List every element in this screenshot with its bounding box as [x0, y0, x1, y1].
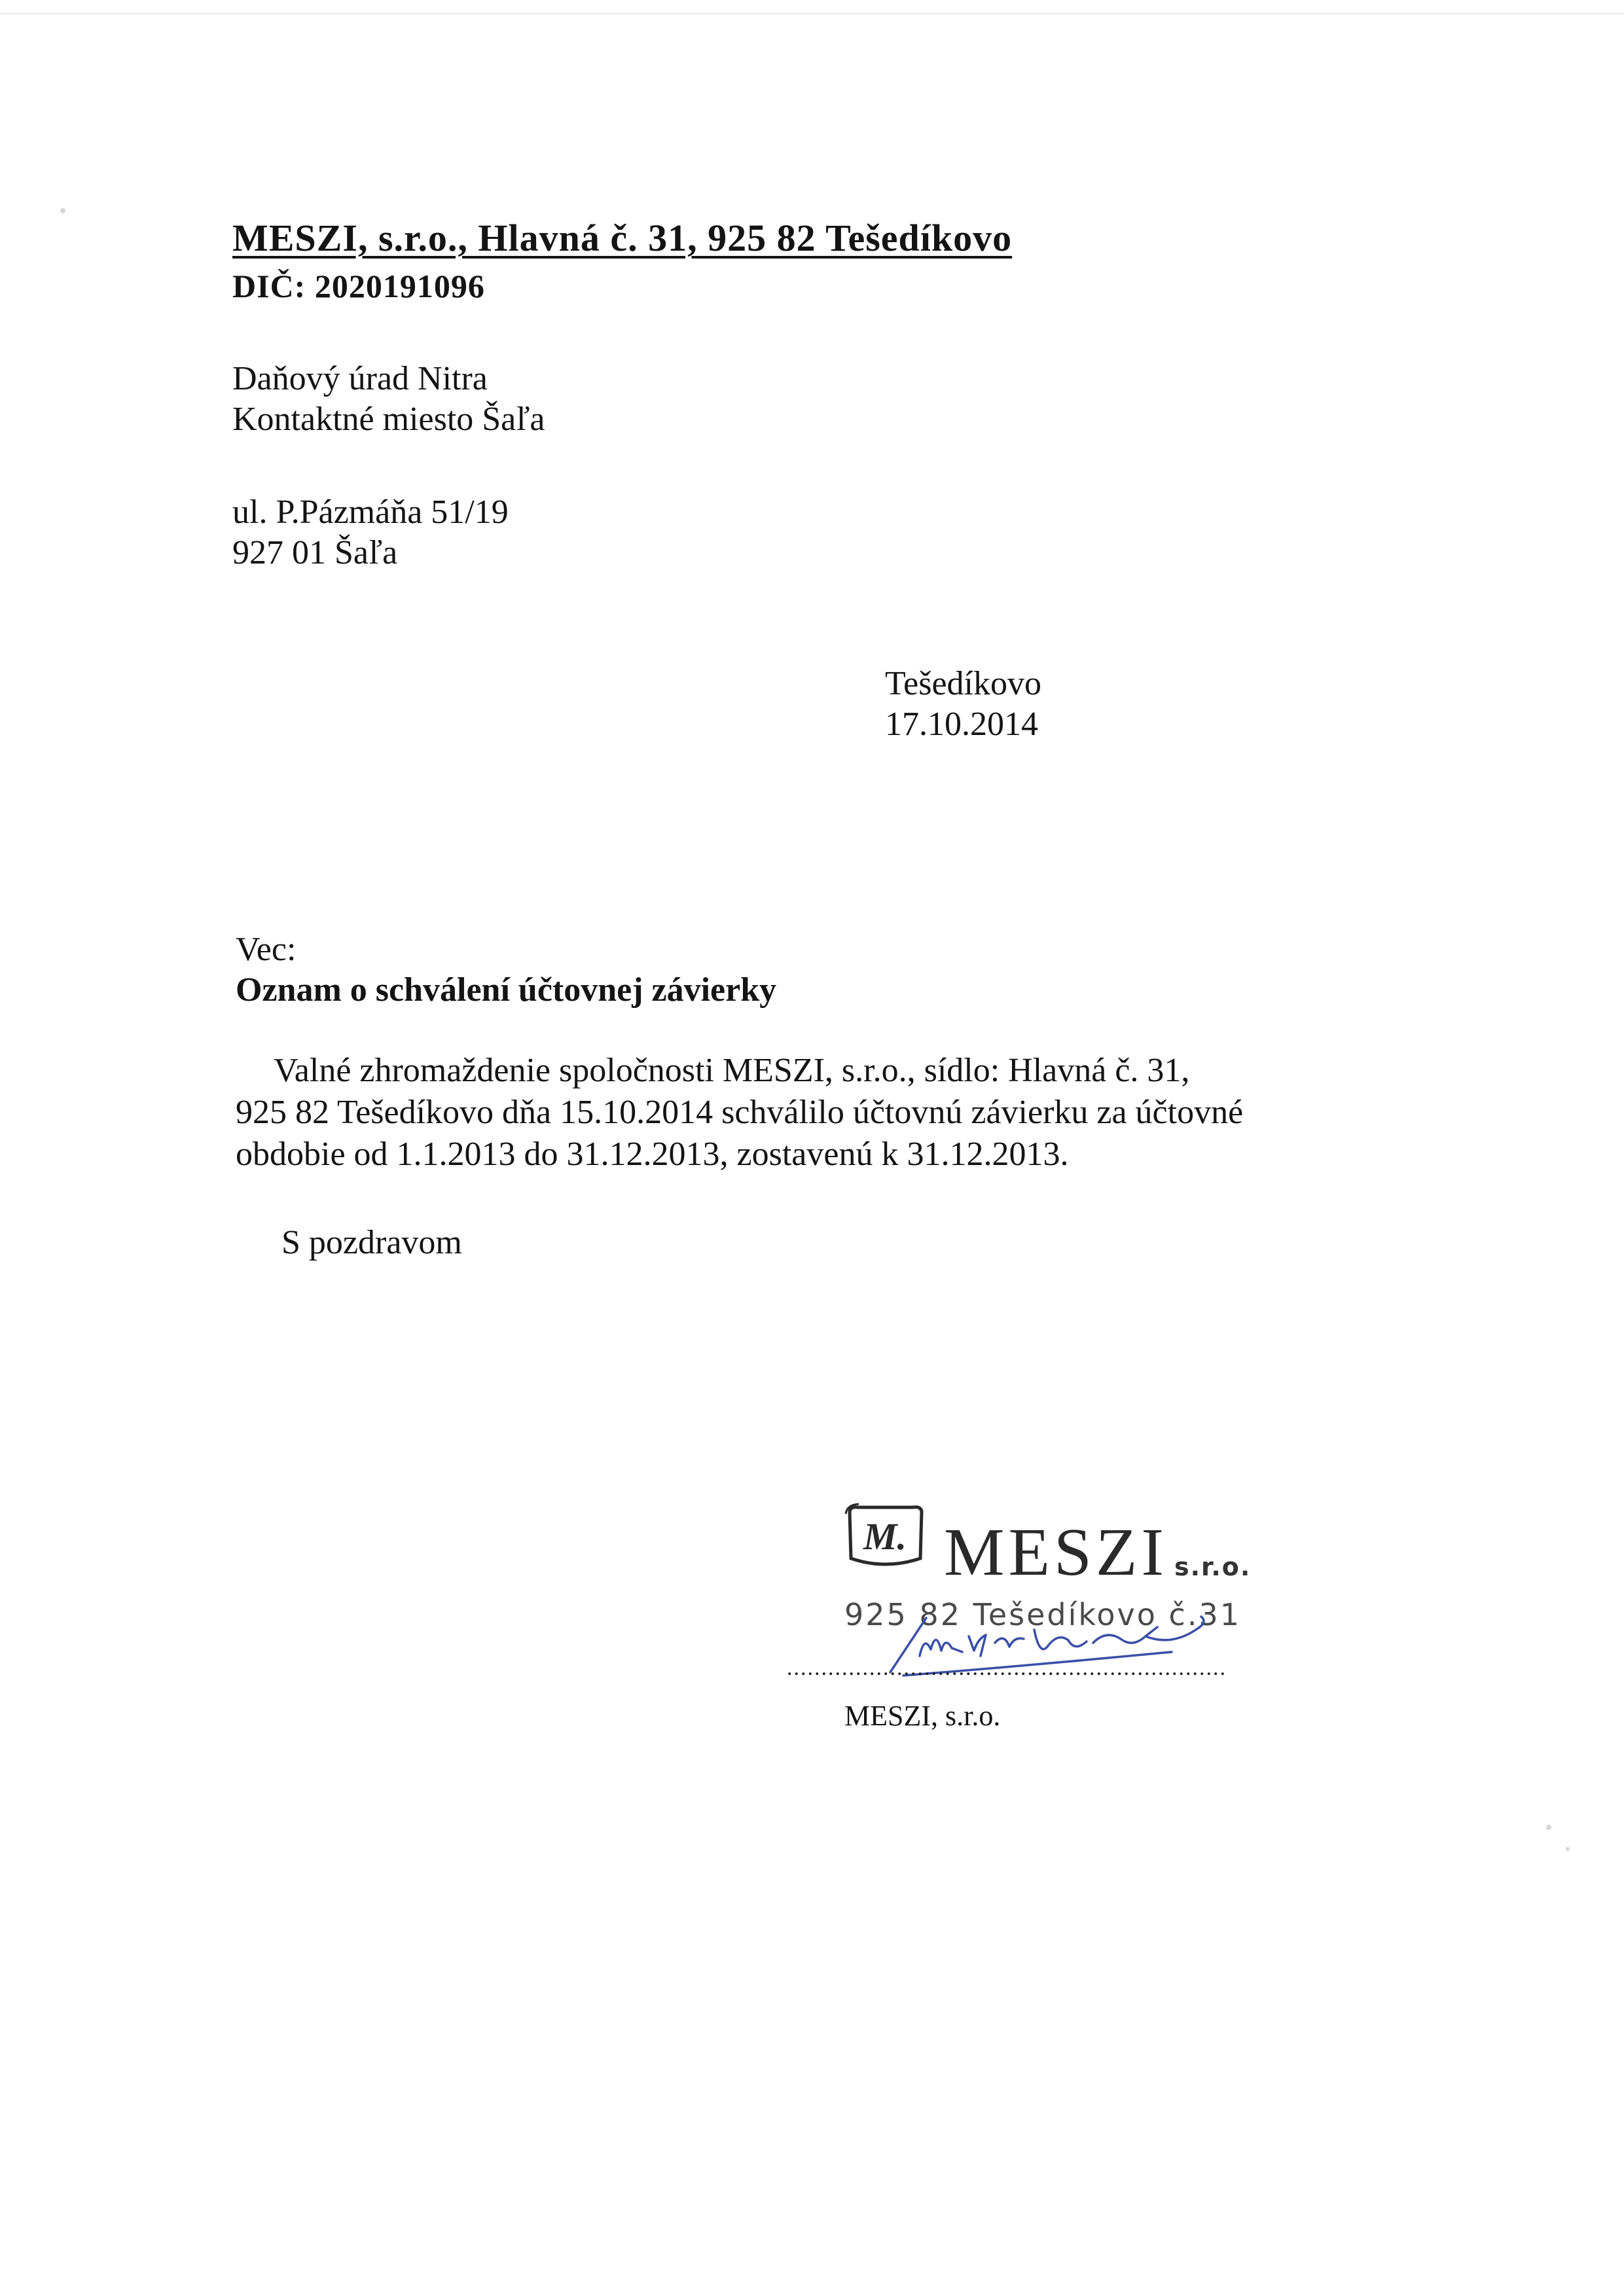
company-stamp-logo: [844, 1502, 926, 1573]
stamp-company-name: MESZI: [944, 1515, 1168, 1590]
body-paragraph: [236, 1050, 1243, 1175]
recipient-block: [232, 359, 545, 440]
signer-name: MESZI, s.r.o.: [844, 1700, 1001, 1732]
scan-edge-line: [0, 13, 1624, 14]
body-line-1: Valné zhromaždenie spoločnosti MESZI, s.r.o., sídlo: Hlavná č. 31,: [274, 1052, 1190, 1089]
signature-dotted-line: ................................................................: [787, 1656, 1227, 1680]
recipient-city: 927 01 Šaľa: [232, 534, 398, 571]
place-date-block: [885, 664, 1041, 745]
place: Tešedíkovo: [885, 665, 1041, 702]
body-line-2: 925 82 Tešedíkovo dňa 15.10.2014 schválilo účtovnú závierku za účtovné: [236, 1094, 1244, 1131]
recipient-line-2: Kontaktné miesto Šaľa: [232, 401, 545, 438]
scan-speck: [60, 208, 65, 213]
sender-tax-id: DIČ: 2020191096: [232, 268, 485, 304]
recipient-address: [232, 492, 509, 573]
recipient-line-1: Daňový úrad Nitra: [232, 360, 488, 397]
closing-greeting: S pozdravom: [281, 1224, 462, 1261]
stamp-company-suffix: s.r.o.: [1174, 1552, 1252, 1581]
subject-title: Oznam o schválení účtovnej závierky: [236, 971, 777, 1009]
scan-speck: [1546, 1825, 1551, 1830]
recipient-street: ul. P.Pázmáňa 51/19: [232, 493, 509, 531]
body-line-3: obdobie od 1.1.2013 do 31.12.2013, zostavenú k 31.12.2013.: [236, 1136, 1069, 1173]
stamp-address: 925 82 Tešedíkovo č.31: [844, 1597, 1241, 1632]
subject-label: Vec:: [236, 931, 297, 968]
scan-speck: [1566, 1847, 1570, 1851]
stamp-logo-letter: M.: [863, 1515, 907, 1558]
sender-header: MESZI, s.r.o., Hlavná č. 31, 925 82 Tešedíkovo: [232, 217, 1013, 259]
date: 17.10.2014: [885, 706, 1038, 743]
